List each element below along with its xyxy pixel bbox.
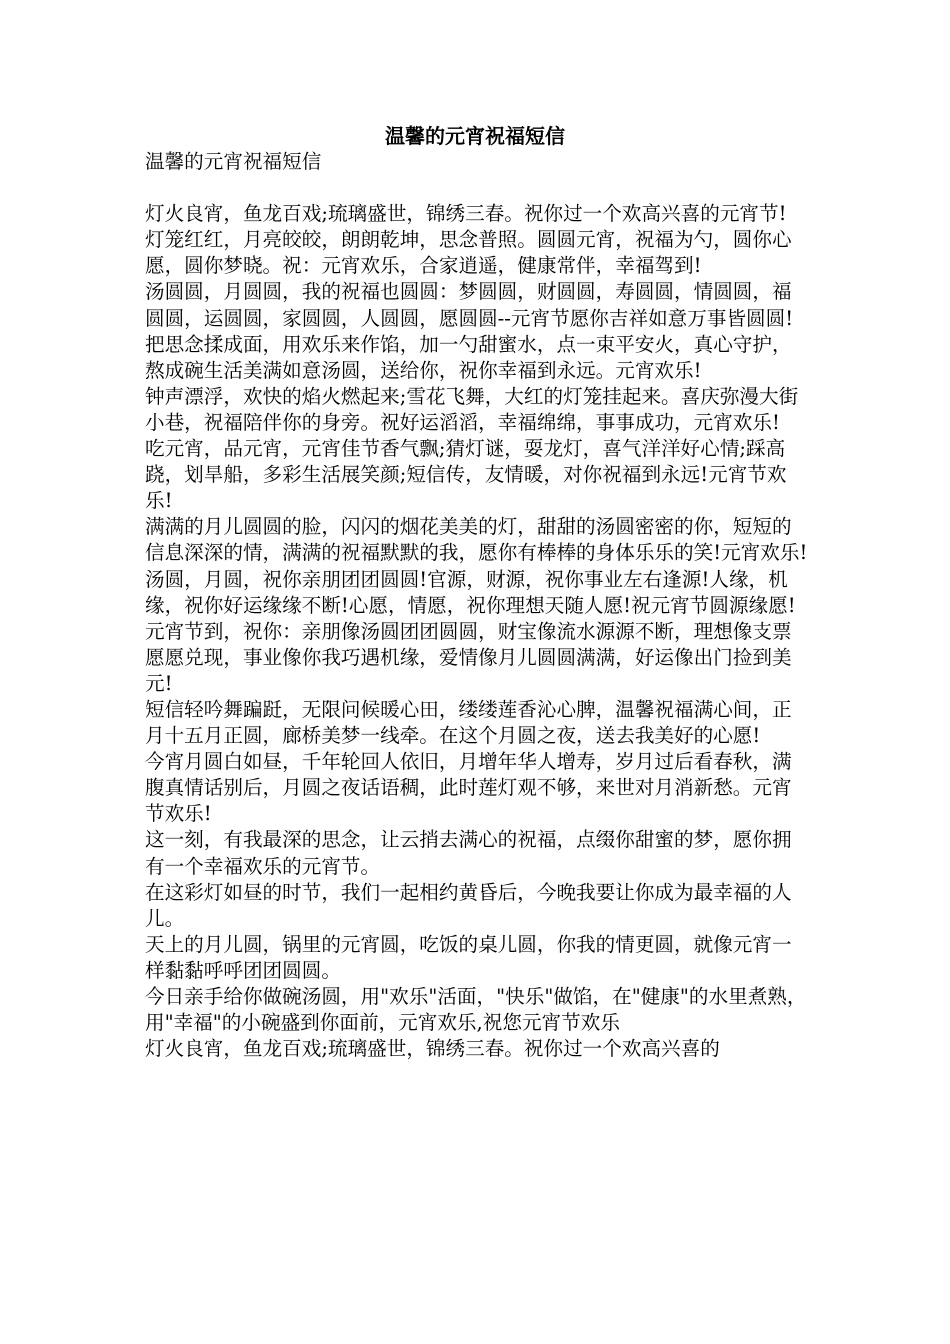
paragraph: 这一刻，有我最深的思念，让云捎去满心的祝福，点缀你甜蜜的梦，愿你拥有一个幸福欢乐的元宵节。 — [145, 828, 792, 878]
paragraph: 钟声漂浮，欢快的焰火燃起来;雪花飞舞，大红的灯笼挂起来。喜庆弥漫大街小巷，祝福陪伴你的身旁。祝好运滔滔，幸福绵绵，事事成功，元宵欢乐! — [145, 384, 799, 434]
paragraph: 在这彩灯如昼的时节，我们一起相约黄昏后，今晚我要让你成为最幸福的人儿。 — [145, 880, 792, 930]
paragraph: 满满的月儿圆圆的脸，闪闪的烟花美美的灯，甜甜的汤圆密密的你，短短的信息深深的情，满满的祝福默默的我，愿你有棒棒的身体乐乐的笑!元宵欢乐! — [145, 515, 808, 565]
paragraph: 今日亲手给你做碗汤圆，用"欢乐"活面，"快乐"做馅，在"健康"的水里煮熟，用"幸福"的小碗盛到你面前，元宵欢乐,祝您元宵节欢乐 — [145, 985, 807, 1035]
paragraph: 灯笼红红，月亮皎皎，朗朗乾坤，思念普照。圆圆元宵，祝福为勺，圆你心愿，圆你梦晓。祝：元宵欢乐，合家逍遥，健康常伴，幸福驾到! — [145, 228, 792, 278]
paragraph: 汤圆圆，月圆圆，我的祝福也圆圆：梦圆圆，财圆圆，寿圆圆，情圆圆，福圆圆，运圆圆，家圆圆，人圆圆，愿圆圆--元宵节愿你吉祥如意万事皆圆圆! — [145, 280, 794, 330]
document-title: 温馨的元宵祝福短信 — [385, 124, 565, 148]
paragraph: 元宵节到，祝你：亲朋像汤圆团团圆圆，财宝像流水源源不断，理想像支票愿愿兑现，事业像你我巧遇机缘，爱情像月儿圆圆满满，好运像出门捡到美元! — [145, 619, 792, 695]
paragraph: 汤圆，月圆，祝你亲朋团团圆圆!官源，财源，祝你事业左右逢源!人缘，机缘，祝你好运缘缘不断!心愿，情愿，祝你理想天随人愿!祝元宵节圆源缘愿! — [145, 567, 796, 617]
document-body — [145, 149, 810, 1062]
paragraph: 灯火良宵，鱼龙百戏;琉璃盛世，锦绣三春。祝你过一个欢高兴喜的元宵节! — [145, 202, 787, 226]
document-subtitle: 温馨的元宵祝福短信 — [145, 150, 322, 173]
paragraph: 天上的月儿圆，锅里的元宵圆，吃饭的桌儿圆，你我的情更圆，就像元宵一样黏黏呼呼团团圆圆。 — [145, 932, 792, 982]
paragraph: 把思念揉成面，用欢乐来作馅，加一勺甜蜜水，点一束平安火，真心守护，熬成碗生活美满如意汤圆，送给你，祝你幸福到永远。元宵欢乐! — [145, 332, 792, 382]
paragraph: 灯火良宵，鱼龙百戏;琉璃盛世，锦绣三春。祝你过一个欢高兴喜的 — [145, 1037, 720, 1061]
paragraph: 今宵月圆白如昼，千年轮回人依旧，月增年华人增寿，岁月过后看春秋，满腹真情话别后，月圆之夜话语稠，此时莲灯观不够，来世对月消新愁。元宵节欢乐! — [145, 750, 792, 826]
paragraph: 短信轻吟舞蹁跹，无限问候暖心田，缕缕莲香沁心脾，温馨祝福满心间，正月十五月正圆，廊桥美梦一线牵。在这个月圆之夜，送去我美好的心愿! — [145, 697, 792, 748]
paragraph: 吃元宵，品元宵，元宵佳节香气飘;猜灯谜，耍龙灯，喜气洋洋好心情;踩高跷，划旱船，多彩生活展笑颜;短信传，友情暖，对你祝福到永远!元宵节欢乐! — [145, 437, 787, 513]
blank-line — [145, 175, 810, 201]
